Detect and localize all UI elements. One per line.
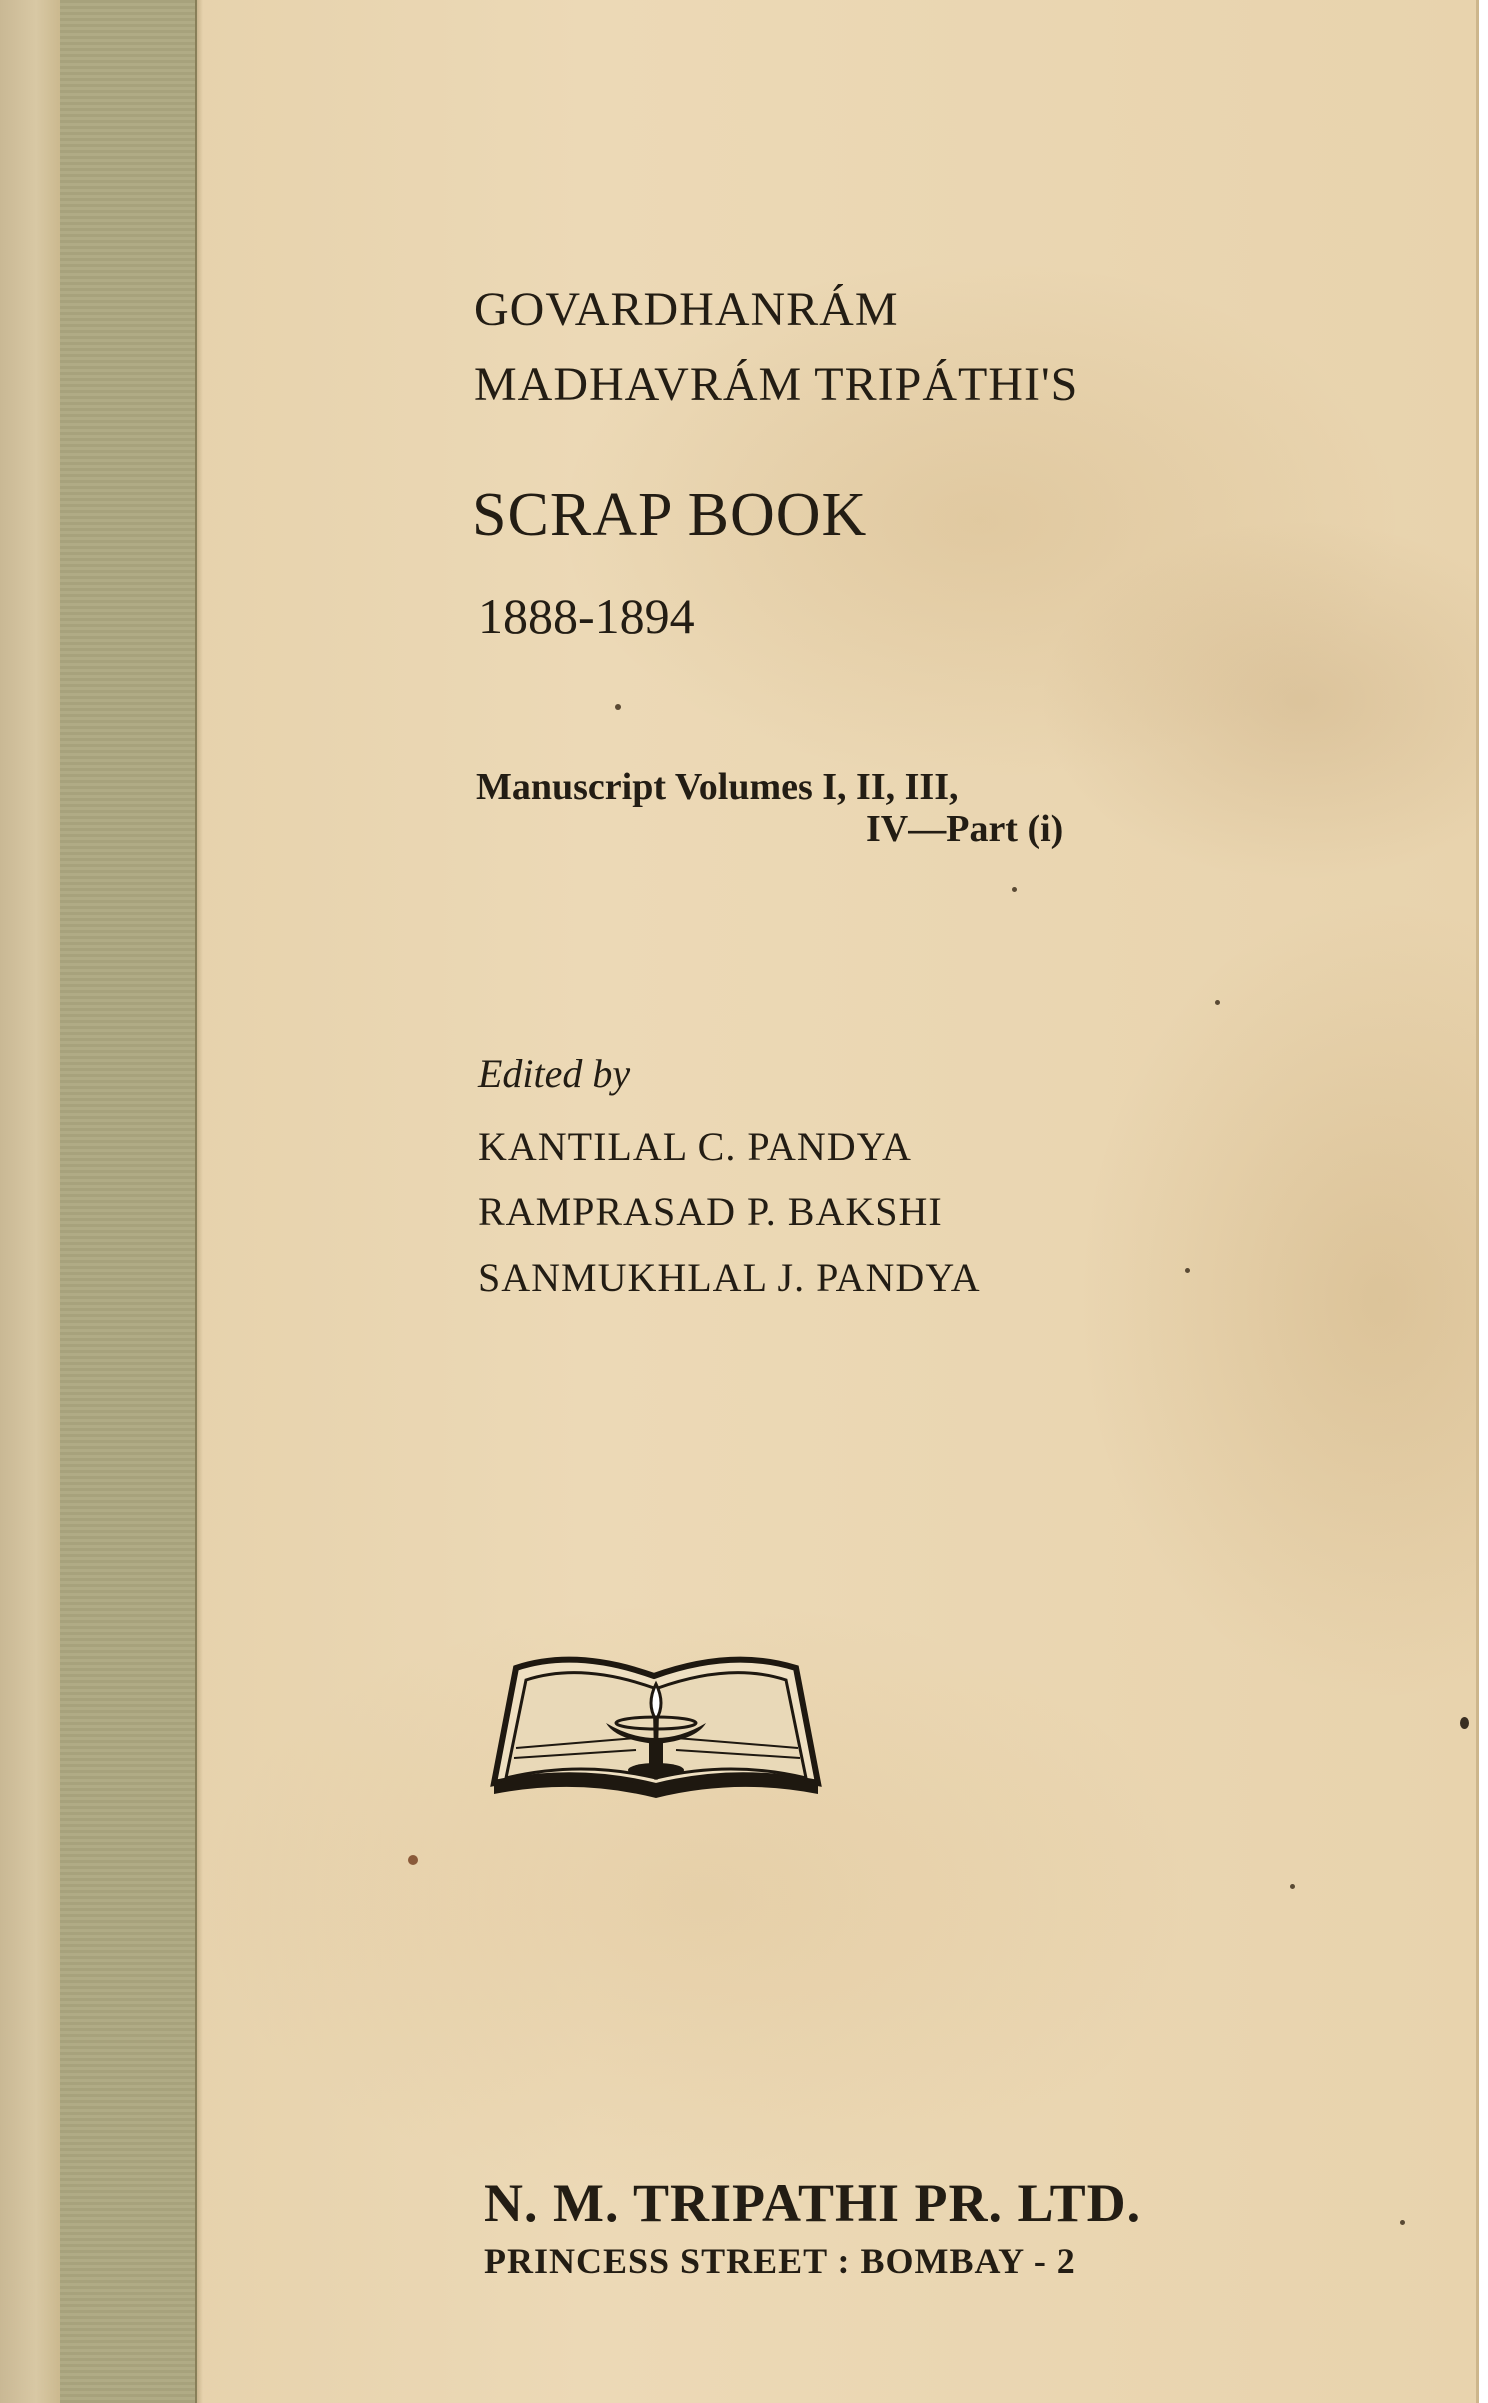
editor-name: RAMPRASAD P. BAKSHI xyxy=(478,1189,943,1234)
editor-name: KANTILAL C. PANDYA xyxy=(478,1124,912,1169)
paper-speck xyxy=(408,1855,418,1865)
paper-speck xyxy=(1290,1884,1295,1889)
author-line-2: MADHAVRÁM TRIPÁTHI'S xyxy=(474,358,1079,411)
paper-speck xyxy=(1215,1000,1220,1005)
book-title: SCRAP BOOK xyxy=(472,481,868,549)
publisher-name: N. M. TRIPATHI PR. LTD. xyxy=(484,2173,1142,2233)
edited-by-label: Edited by xyxy=(478,1051,631,1096)
paper-speck xyxy=(615,704,621,710)
publisher-address: PRINCESS STREET : BOMBAY - 2 xyxy=(484,2241,1076,2281)
manuscript-volumes-line-2: IV—Part (i) xyxy=(866,808,1064,850)
paper-speck xyxy=(1460,1717,1469,1729)
author-line-1: GOVARDHANRÁM xyxy=(474,283,899,336)
open-book-lamp-icon xyxy=(486,1628,826,1798)
editor-name: SANMUKHLAL J. PANDYA xyxy=(478,1255,981,1300)
paper-speck xyxy=(1400,2220,1405,2225)
book-spine xyxy=(0,0,62,2403)
paper-speck xyxy=(1012,887,1017,892)
spine-shadow xyxy=(195,0,203,2403)
paper-speck xyxy=(1185,1268,1190,1273)
book-years: 1888-1894 xyxy=(478,588,695,644)
manuscript-volumes-line-1: Manuscript Volumes I, II, III, xyxy=(476,766,959,808)
spine-cloth-tape xyxy=(60,0,197,2403)
